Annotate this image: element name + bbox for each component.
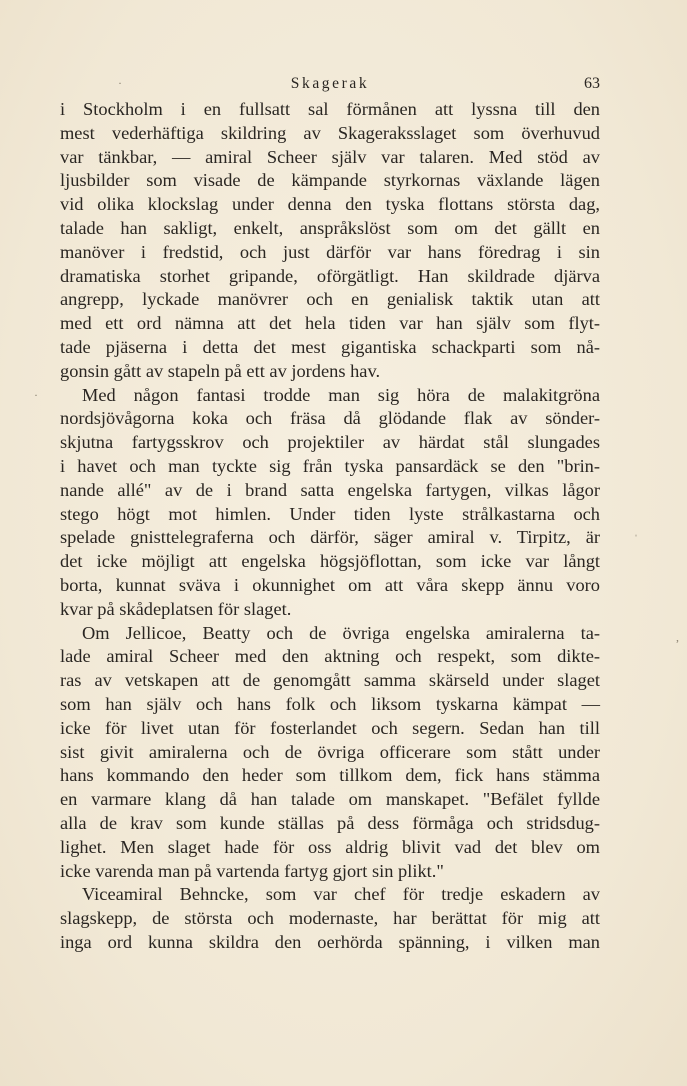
paper-speck: ˈ bbox=[634, 532, 638, 546]
text-line: manöver i fredstid, och just därför var hans föredrag i sin bbox=[60, 241, 600, 262]
text-line: mest vederhäftiga skildring av Skageraksslaget som överhuvud bbox=[60, 122, 600, 143]
text-line: icke varenda man på vartenda fartyg gjort sin plikt." bbox=[60, 860, 444, 881]
text-line: vid olika klockslag under denna den tyska flottans största dag, bbox=[60, 194, 600, 215]
text-line: ljusbilder som visade de kämpande styrkornas växlande lägen bbox=[60, 170, 600, 191]
text-line: i havet och man tyckte sig från tyska pansardäck se den "brin- bbox=[60, 455, 600, 476]
text-line: nordsjövågorna koka och fräsa då glödande flak av sönder- bbox=[60, 408, 600, 429]
body-text bbox=[60, 98, 600, 955]
text-line: spelade gnisttelegraferna och därför, säger amiral v. Tirpitz, är bbox=[60, 527, 600, 548]
text-line: dramatiska storhet gripande, oförgätligt. Han skildrade djärva bbox=[60, 265, 600, 286]
page-number: 63 bbox=[584, 75, 600, 92]
text-line: borta, kunnat sväva i okunnighet om att våra skepp ännu voro bbox=[60, 574, 600, 595]
text-line: tade pjäserna i detta det mest gigantiska schackparti som nå- bbox=[60, 336, 600, 357]
text-line: Om Jellicoe, Beatty och de övriga engelska amiralerna ta- bbox=[82, 622, 600, 643]
text-line: var tänkbar, — amiral Scheer själv var talaren. Med stöd av bbox=[60, 146, 600, 167]
text-line: angrepp, lyckade manövrer och en genialisk taktik utan att bbox=[60, 289, 600, 310]
text-line: lighet. Men slaget hade för oss aldrig blivit vad det blev om bbox=[60, 836, 600, 857]
text-line: en varmare klang då han talade om manskapet. "Befälet fyllde bbox=[60, 789, 600, 810]
text-line: talade han sakligt, enkelt, anspråkslöst som om det gällt en bbox=[60, 217, 600, 238]
text-line: gonsin gått av stapeln på ett av jordens hav. bbox=[60, 360, 381, 381]
text-line: kvar på skådeplatsen för slaget. bbox=[60, 598, 292, 619]
text-line: icke för livet utan för fosterlandet och segern. Sedan han till bbox=[60, 717, 600, 738]
text-line: lade amiral Scheer med den aktning och respekt, som dikte- bbox=[60, 646, 600, 667]
text-line: Med någon fantasi trodde man sig höra de malakitgröna bbox=[82, 384, 600, 405]
paper-speck: · bbox=[118, 76, 122, 90]
text-line: alla de krav som kunde ställas på dess förmåga och stridsdug- bbox=[60, 812, 600, 833]
text-line: stego högt mot himlen. Under tiden lyste strålkastarna och bbox=[60, 503, 600, 524]
text-line: Viceamiral Behncke, som var chef för tredje eskadern av bbox=[82, 884, 600, 905]
paper-speck: , bbox=[676, 630, 679, 644]
text-line: inga ord kunna skildra den oerhörda spänning, i vilken man bbox=[60, 931, 600, 952]
running-title: Skagerak bbox=[290, 75, 370, 92]
text-line: som han själv och hans folk och liksom tyskarna kämpat — bbox=[60, 693, 600, 714]
text-line: ras av vetskapen att de genomgått samma skärseld under slaget bbox=[60, 670, 600, 691]
text-line: med ett ord nämna att det hela tiden var han själv som flyt- bbox=[60, 313, 600, 334]
text-line: hans kommando den heder som tillkom dem, fick hans stämma bbox=[60, 765, 600, 786]
text-line: det icke möjligt att engelska högsjöflottan, som icke var långt bbox=[60, 551, 600, 572]
text-line: skjutna fartygsskrov och projektiler av härdat stål slungades bbox=[60, 432, 600, 453]
text-line: slagskepp, de största och modernaste, har berättat för mig att bbox=[60, 908, 600, 929]
text-line: nande allé" av de i brand satta engelska fartygen, vilkas lågor bbox=[60, 479, 600, 500]
text-line: sist givit amiralerna och de övriga officerare som stått under bbox=[60, 741, 600, 762]
paper-speck: · bbox=[34, 388, 38, 402]
running-head bbox=[60, 72, 600, 96]
text-line: i Stockholm i en fullsatt sal förmånen att lyssna till den bbox=[60, 99, 600, 119]
